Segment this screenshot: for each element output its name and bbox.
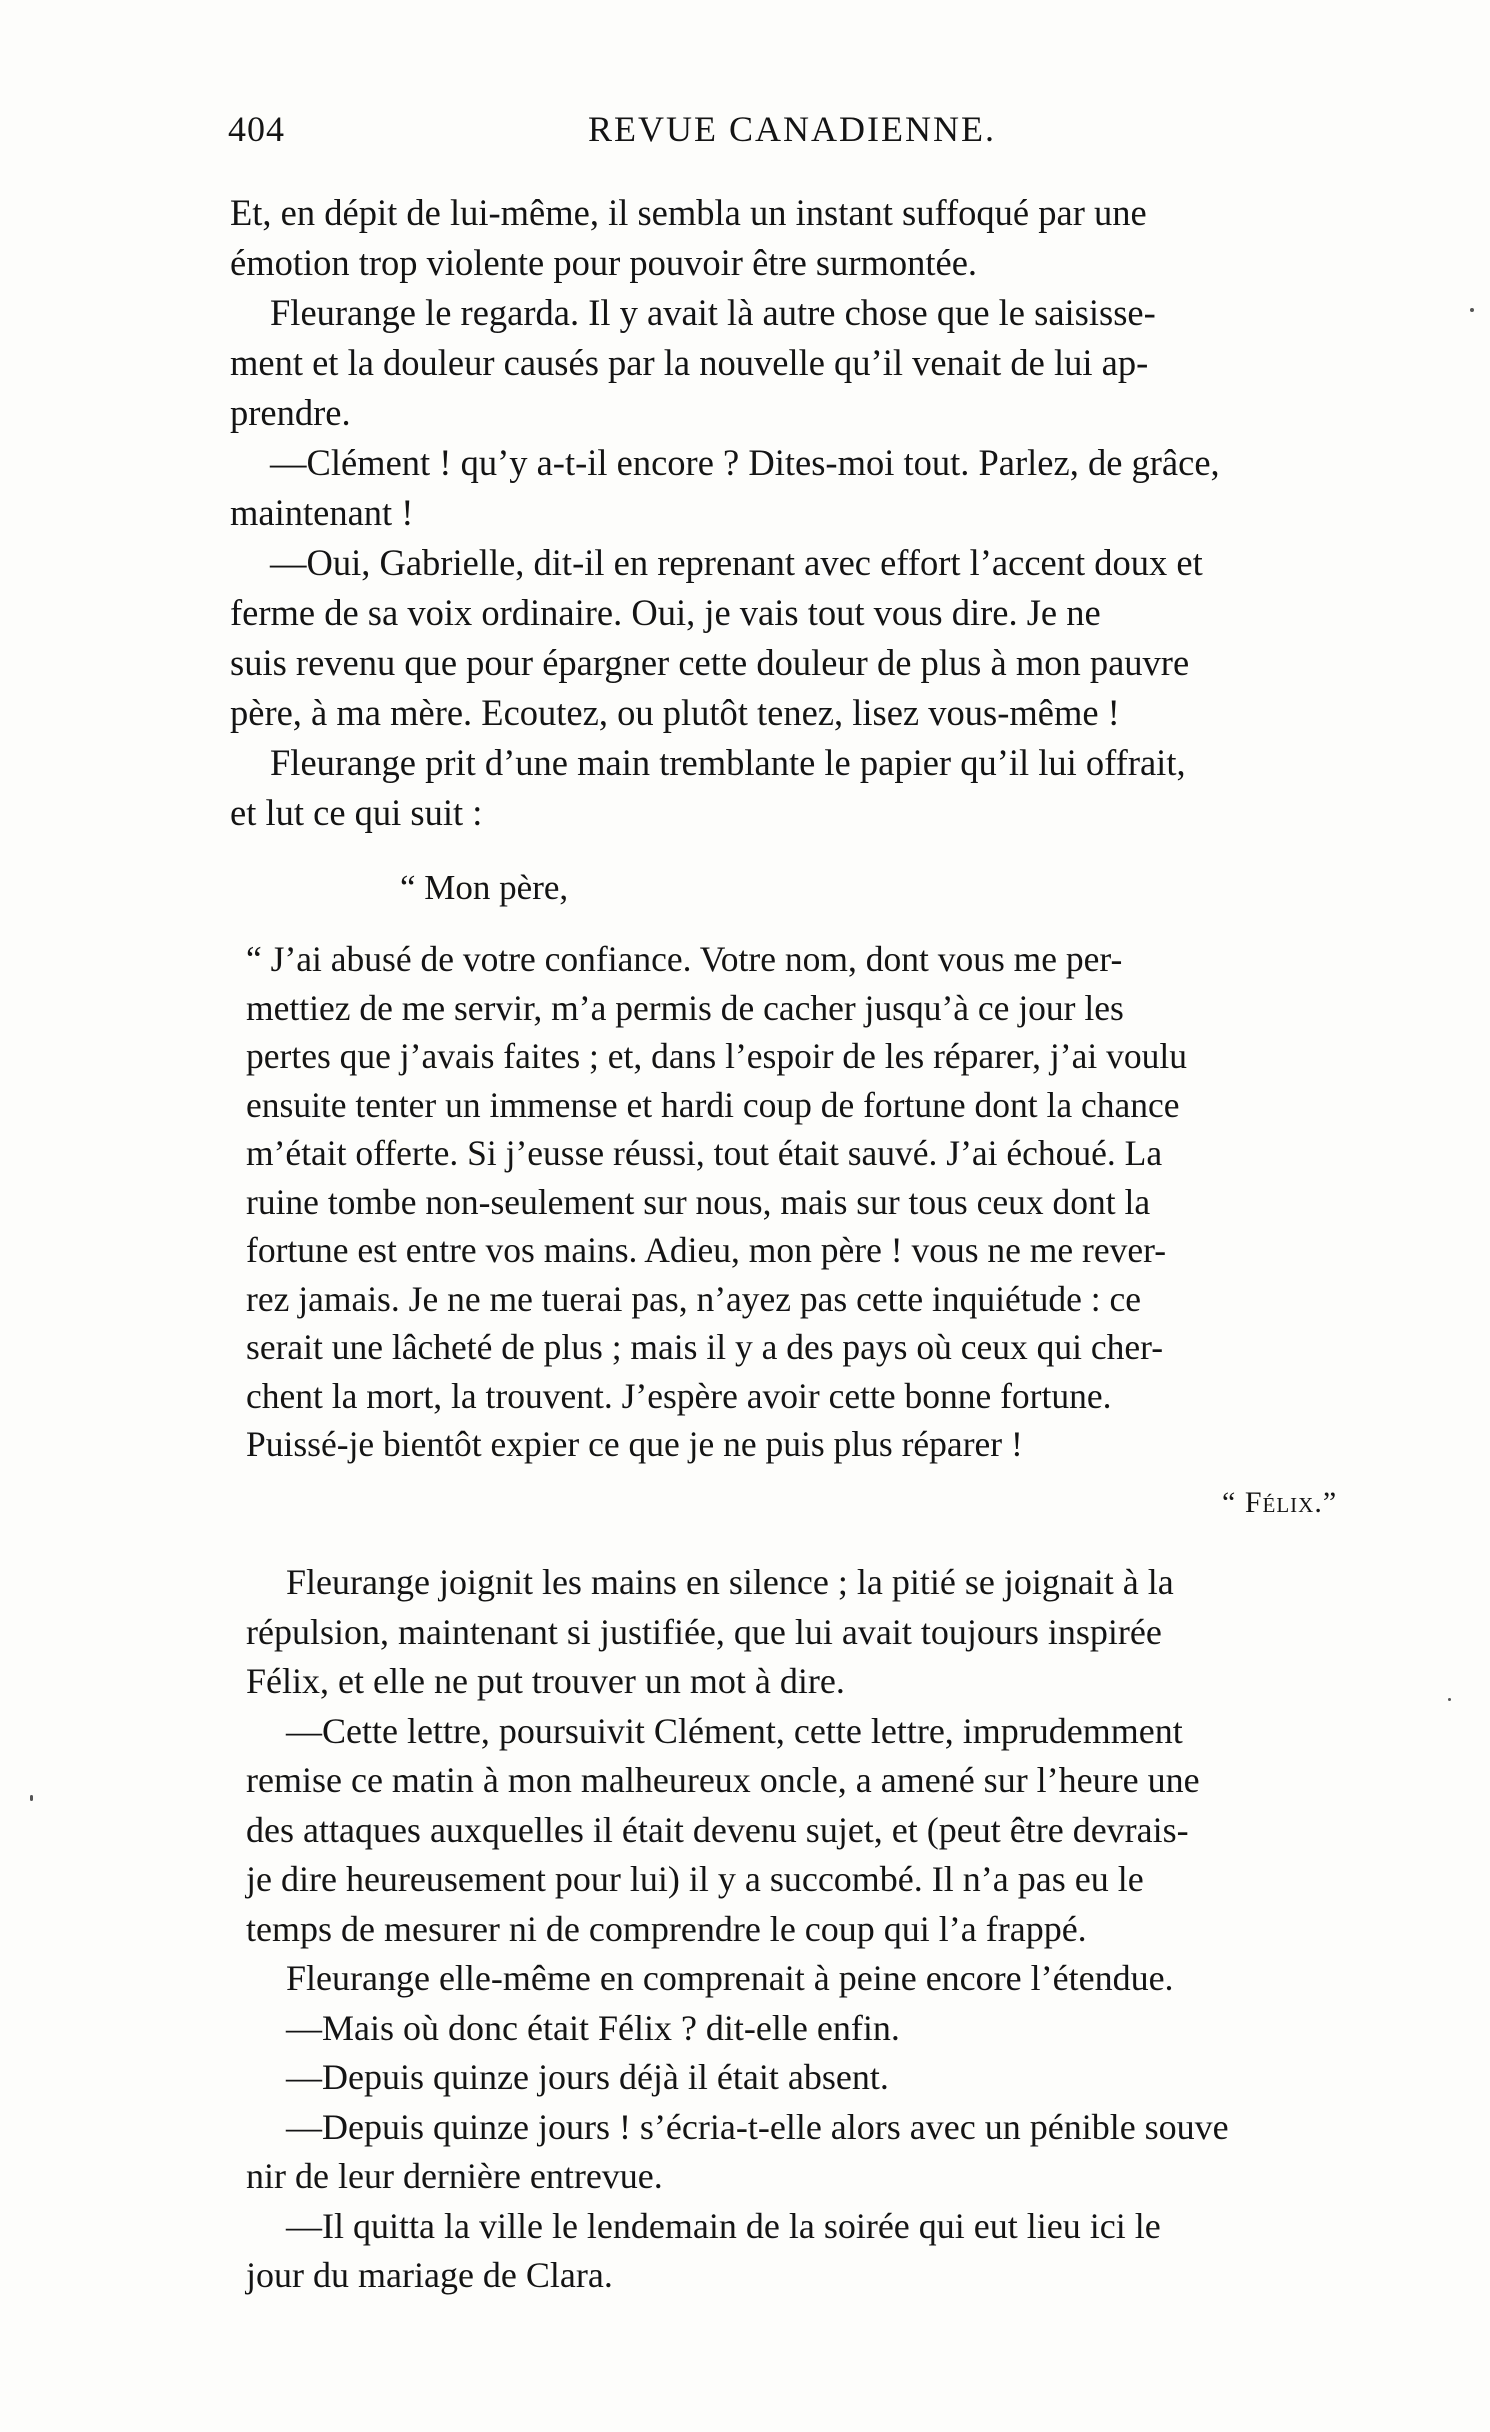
text-line: remise ce matin à mon malheureux oncle, a amené sur l’heure une — [246, 1760, 1200, 1800]
text-line: Fleurange le regarda. Il y avait là autre chose que le saisisse- — [270, 292, 1156, 333]
journal-title: REVUE CANADIENNE. — [588, 109, 996, 149]
body-text-after-letter — [246, 1558, 1426, 2301]
text-line: nir de leur dernière entrevue. — [246, 2156, 663, 2196]
text-line: —Cette lettre, poursuivit Clément, cette lettre, imprudemment — [286, 1710, 1183, 1751]
letter-line: “ J’ai abusé de votre confiance. Votre nom, dont vous me per- — [246, 939, 1123, 979]
text-line: prendre. — [230, 392, 351, 433]
text-line: émotion trop violente pour pouvoir être surmontée. — [230, 242, 978, 283]
letter-line: pertes que j’avais faites ; et, dans l’espoir de les réparer, j’ai voulu — [246, 1036, 1187, 1076]
paper-speck — [1448, 1698, 1451, 1701]
paper-speck — [30, 1795, 33, 1801]
text-line: —Oui, Gabrielle, dit-il en reprenant avec effort l’accent doux et — [270, 542, 1203, 583]
letter-line: chent la mort, la trouvent. J’espère avoir cette bonne fortune. — [246, 1375, 1112, 1416]
paper-speck — [1470, 308, 1474, 312]
body-text-before-letter — [230, 188, 1430, 838]
letter-signature: “ Félix.” — [1222, 1486, 1338, 1519]
text-line: répulsion, maintenant si justifiée, que lui avait toujours inspirée — [246, 1611, 1162, 1652]
running-head — [228, 108, 1408, 158]
letter-line: m’était offerte. Si j’eusse réussi, tout était sauvé. J’ai échoué. La — [246, 1133, 1163, 1173]
letter-line: Puissé-je bientôt expier ce que je ne puis plus réparer ! — [246, 1424, 1023, 1464]
text-line: Félix, et elle ne put trouver un mot à dire. — [246, 1661, 845, 1701]
letter-body — [246, 935, 1426, 1469]
page-number: 404 — [228, 109, 285, 149]
text-line: suis revenu que pour épargner cette douleur de plus à mon pauvre — [230, 642, 1190, 683]
letter-salutation: “ Mon père, — [400, 868, 569, 907]
text-line: temps de mesurer ni de comprendre le coup qui l’a frappé. — [246, 1908, 1087, 1949]
letter-line: ruine tombe non-seulement sur nous, mais sur tous ceux dont la — [246, 1181, 1151, 1222]
text-line: ferme de sa voix ordinaire. Oui, je vais tout vous dire. Je ne — [230, 592, 1101, 633]
text-line: père, à ma mère. Ecoutez, ou plutôt tenez, lisez vous-même ! — [230, 692, 1120, 733]
letter-line: fortune est entre vos mains. Adieu, mon père ! vous ne me rever- — [246, 1230, 1167, 1270]
text-line: —Depuis quinze jours ! s’écria-t-elle alors avec un pénible souve — [286, 2106, 1229, 2147]
text-line: Fleurange joignit les mains en silence ; la pitié se joignait à la — [286, 1562, 1174, 1602]
text-line: Et, en dépit de lui-même, il sembla un instant suffoqué par une — [230, 192, 1147, 233]
text-line: —Clément ! qu’y a-t-il encore ? Dites-moi tout. Parlez, de grâce, — [270, 442, 1220, 483]
text-line: Fleurange prit d’une main tremblante le papier qu’il lui offrait, — [270, 742, 1186, 783]
text-line: des attaques auxquelles il était devenu sujet, et (peut être devrais- — [246, 1809, 1189, 1850]
text-line: je dire heureusement pour lui) il y a succombé. Il n’a pas eu le — [246, 1859, 1144, 1899]
text-line: jour du mariage de Clara. — [246, 2255, 613, 2295]
text-line: ment et la douleur causés par la nouvelle qu’il venait de lui ap- — [230, 342, 1149, 383]
letter-line: serait une lâcheté de plus ; mais il y a des pays où ceux qui cher- — [246, 1327, 1164, 1367]
letter-line: ensuite tenter un immense et hardi coup de fortune dont la chance — [246, 1084, 1180, 1125]
text-line: —Depuis quinze jours déjà il était absent. — [286, 2057, 889, 2097]
text-line: Fleurange elle-même en comprenait à peine encore l’étendue. — [286, 1958, 1174, 1998]
letter-line: rez jamais. Je ne me tuerai pas, n’ayez pas cette inquiétude : ce — [246, 1278, 1141, 1319]
text-line: —Il quitta la ville le lendemain de la soirée qui eut lieu ici le — [286, 2205, 1161, 2246]
text-line: —Mais où donc était Félix ? dit-elle enfin. — [286, 2007, 900, 2048]
letter-line: mettiez de me servir, m’a permis de cacher jusqu’à ce jour les — [246, 987, 1124, 1028]
text-line: maintenant ! — [230, 492, 414, 533]
text-line: et lut ce qui suit : — [230, 792, 483, 833]
